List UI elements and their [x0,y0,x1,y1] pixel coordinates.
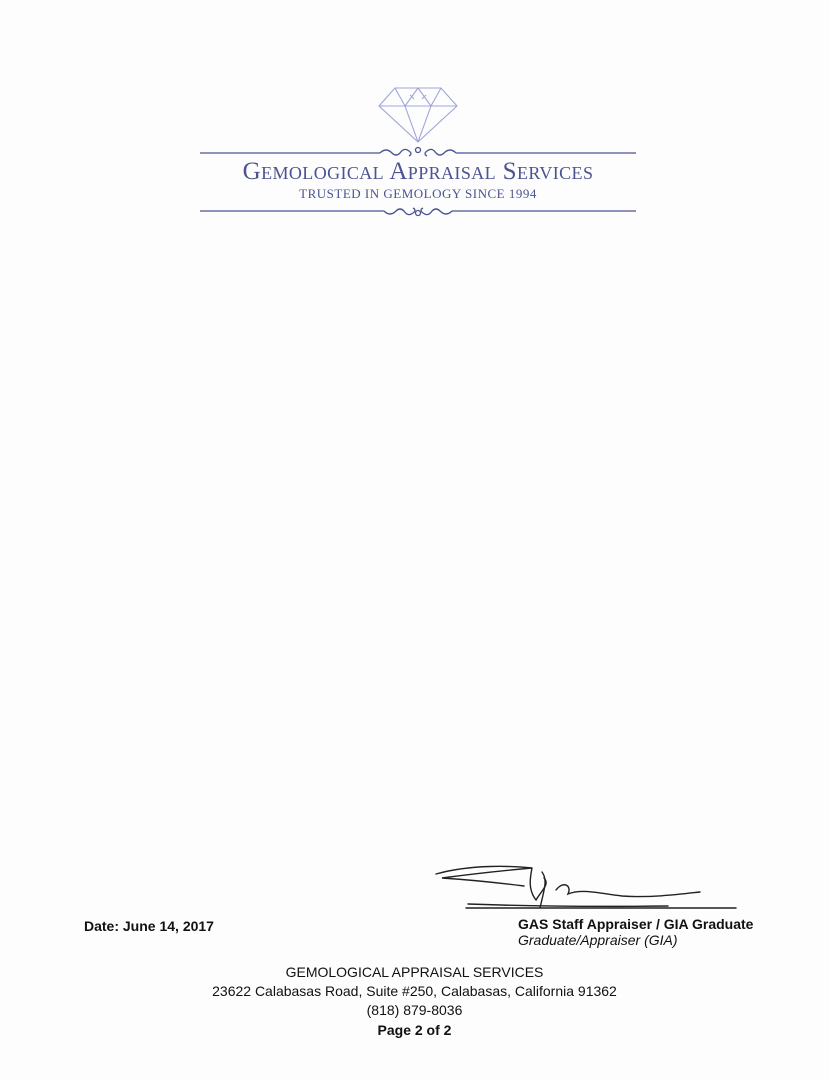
signer-title: GAS Staff Appraiser / GIA Graduate [518,916,754,932]
diamond-icon [377,86,459,144]
ornament-rule-top [200,144,636,158]
footer-address: 23622 Calabasas Road, Suite #250, Calabasas, California 91362 [212,983,617,999]
ornament-rule-bottom [200,204,636,218]
footer-phone: (818) 879-8036 [366,1002,463,1018]
page-number: Page 2 of 2 [377,1022,452,1038]
footer-company-name: GEMOLOGICAL APPRAISAL SERVICES [285,964,544,980]
signature-icon [432,860,744,916]
letterhead-logo [200,82,636,222]
document-date: Date: June 14, 2017 [84,918,214,934]
page-footer [0,963,829,1040]
company-tagline: TRUSTED IN GEMOLOGY SINCE 1994 [299,186,537,201]
signer-subtitle: Graduate/Appraiser (GIA) [518,932,678,948]
company-name: Gemological Appraisal Services [242,158,594,185]
